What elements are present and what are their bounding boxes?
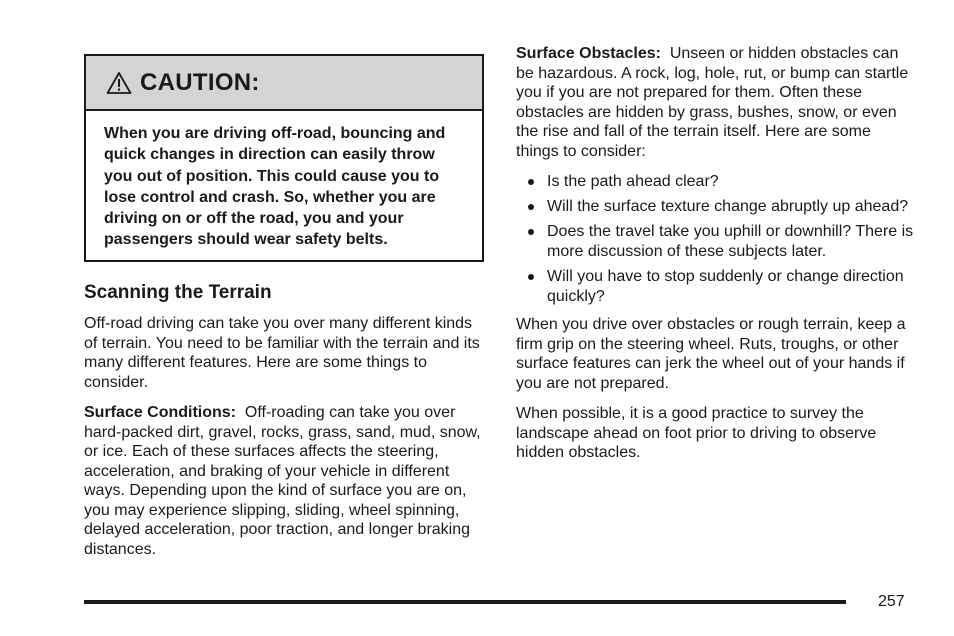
scanning-intro: Off-road driving can take you over many different kinds of terrain. You need to be familiar with the terrain and its many different features. Here are some things to consider. <box>84 315 480 391</box>
section-title: Scanning the Terrain <box>84 282 272 303</box>
caution-body: When you are driving off-road, bouncing and quick changes in direction can easily throw you out of position. This could cause you to lose control and crash. So, whether you are driving on or off the road, you and your passengers should wear safety belts. <box>104 125 446 249</box>
surface-conditions-text: Off-roading can take you over hard-packed dirt, gravel, rocks, grass, sand, mud, snow, or ice. Each of these surfaces affects the steering, acceleration, and braking of your vehicle in different ways. Depending upon the kind of surface you are on, you may experience slipping, sliding, wheel spinning, delayed acceleration, poor traction, and longer braking distances. <box>84 404 481 558</box>
left-column <box>84 280 484 570</box>
surface-obstacles-text: Unseen or hidden obstacles can be hazardous. A rock, log, hole, rut, or bump can startle you if you are not prepared for them. Often these obstacles are hidden by grass, bushes, snow, or even the rise and fall of the terrain itself. Here are some things to consider: <box>516 45 909 160</box>
page-number: 257 <box>878 593 905 610</box>
surface-conditions-paragraph <box>84 403 484 559</box>
caution-box <box>84 54 484 262</box>
footer-rule <box>84 600 846 604</box>
obstacle-considerations-list <box>516 172 916 307</box>
rough-terrain-paragraph: When you drive over obstacles or rough terrain, keep a firm grip on the steering wheel. Ruts, troughs, or other surface features can jerk the wheel out of your hands if you are not prepared. <box>516 316 906 392</box>
warning-triangle-icon <box>106 71 132 95</box>
list-item: Is the path ahead clear? <box>516 172 916 192</box>
surface-obstacles-label: Surface Obstacles: <box>516 45 661 62</box>
list-item: Will the surface texture change abruptly up ahead? <box>516 197 916 217</box>
surface-obstacles-paragraph <box>516 44 916 161</box>
caution-title: CAUTION: <box>140 68 260 96</box>
surface-conditions-label: Surface Conditions: <box>84 404 237 421</box>
survey-paragraph: When possible, it is a good practice to survey the landscape ahead on foot prior to driving to observe hidden obstacles. <box>516 405 877 461</box>
list-item: Does the travel take you uphill or downhill? There is more discussion of these subjects later. <box>516 222 916 262</box>
caution-header <box>86 56 482 111</box>
list-item: Will you have to stop suddenly or change direction quickly? <box>516 267 916 307</box>
right-column <box>516 44 916 474</box>
